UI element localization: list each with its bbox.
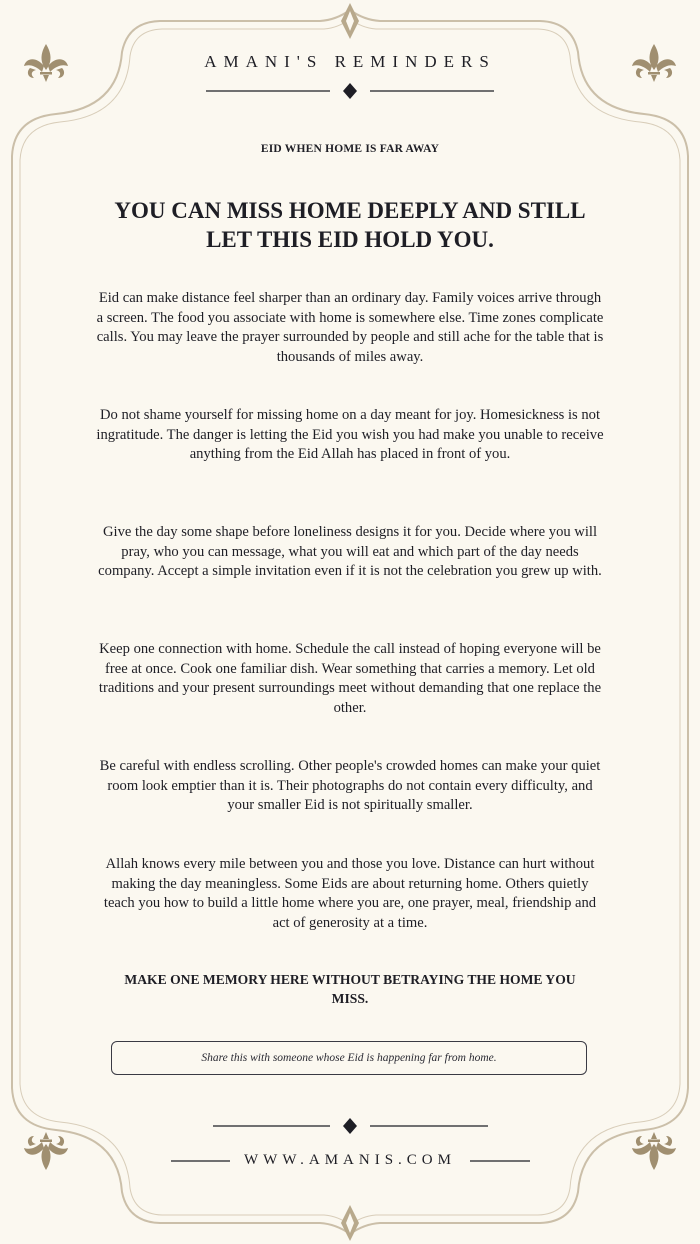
share-text: Share this with someone whose Eid is happening far from home.	[201, 1052, 497, 1064]
paragraph-5: Be careful with endless scrolling. Other people's crowded homes can make your quiet room look emptier than it is. Their photographs do not contain every difficulty, and your smaller Eid is not spiritually smaller.	[99, 758, 601, 813]
website-link[interactable]: WWW.AMANIS.COM	[244, 1152, 456, 1168]
bottom-diamond-ornament	[341, 1205, 359, 1241]
top-diamond-ornament	[341, 3, 359, 39]
paragraph-2: Do not shame yourself for missing home on a day meant for joy. Homesickness is not ingratitude. The danger is letting the Eid you wish you had make you unable to receive anything from the Eid Allah has placed in front of you.	[96, 407, 604, 462]
article-subtitle: EID WHEN HOME IS FAR AWAY	[260, 143, 440, 155]
paragraph-1: Eid can make distance feel sharper than an ordinary day. Family voices arrive through a screen. The food you associate with home is somewhere else. Time zones complicate calls. You may leave the prayer surrounded by people and still ache for the table that is thousands of miles away.	[96, 290, 604, 365]
paragraph-3: Give the day some shape before loneliness designs it for you. Decide where you will pray, who you can message, what you will eat and which part of the day needs company. Accept a simple invitation even if it is not the celebration you grew up with.	[98, 524, 602, 579]
article-headline: YOU CAN MISS HOME DEEPLY AND STILL LET THIS EID HOLD YOU.	[114, 198, 586, 252]
paragraph-4: Keep one connection with home. Schedule the call instead of hoping everyone will be free at once. Cook one familiar dish. Wear something that carries a memory. Let old traditions and your present surroundings meet without demanding that one replace the other.	[98, 641, 602, 716]
brand-title: AMANI'S REMINDERS	[204, 52, 496, 71]
paragraph-6: Allah knows every mile between you and those you love. Distance can hurt without making the day meaningless. Some Eids are about returning home. Others quietly teach you how to build a little home where you are, one prayer, meal, friendship and act of generosity at a time.	[103, 856, 597, 931]
share-callout	[111, 1041, 587, 1075]
closing-statement: MAKE ONE MEMORY HERE WITHOUT BETRAYING THE HOME YOU MISS.	[124, 972, 576, 1006]
